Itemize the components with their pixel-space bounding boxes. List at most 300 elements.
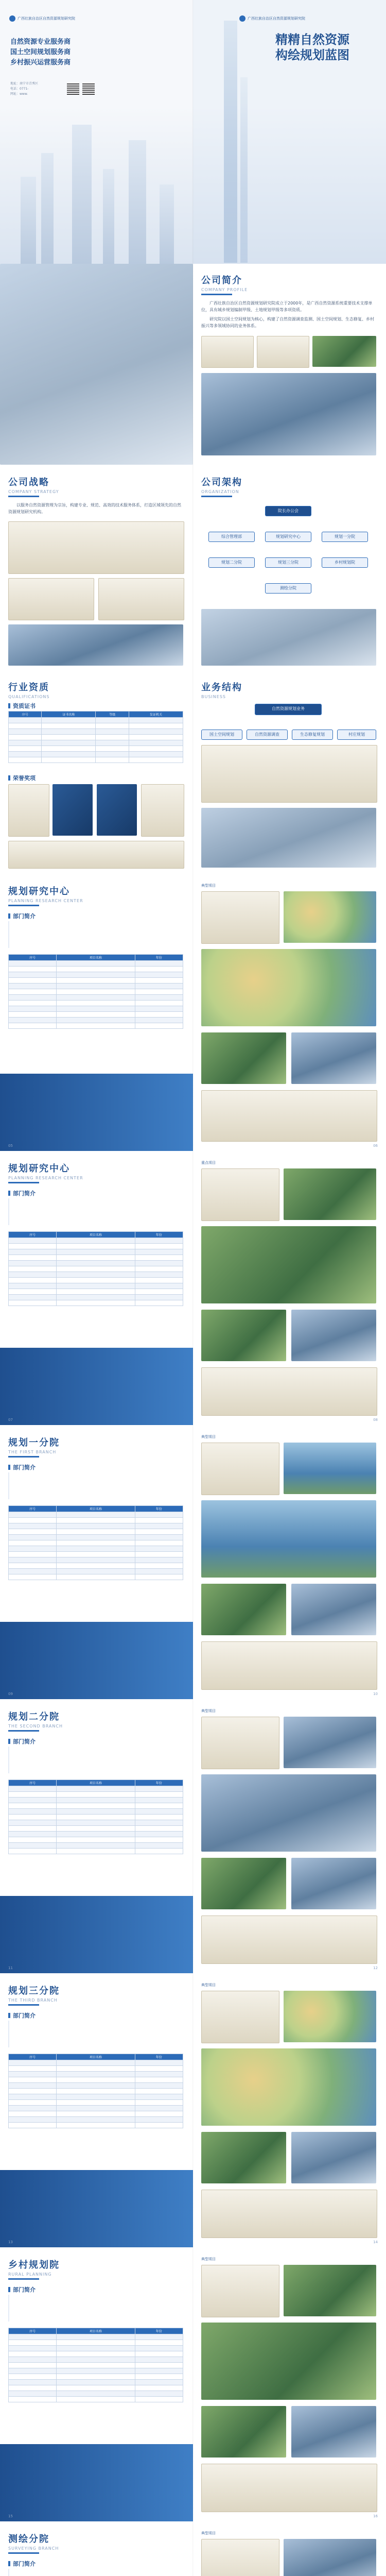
qualification-left <box>0 673 193 874</box>
table-header-cell: 年份 <box>135 1232 183 1238</box>
title-bar <box>8 1456 39 1458</box>
title-bar <box>8 2004 39 2006</box>
project-board <box>201 2464 377 2512</box>
project-board <box>201 1641 377 1690</box>
business-node: 自然资源调查 <box>247 730 288 740</box>
org-node: 综合管理部 <box>208 532 255 542</box>
table-header-cell: 序号 <box>9 1506 57 1512</box>
business-node: 国土空间规划 <box>201 730 242 740</box>
project-document <box>201 891 279 944</box>
contact-line: 地址：南宁市青秀区 <box>10 82 39 86</box>
table-row <box>9 1006 183 1012</box>
table-row <box>9 2100 183 2106</box>
table-row <box>9 2374 183 2380</box>
department-title <box>8 1435 60 1454</box>
department-right <box>193 1699 386 1973</box>
department-subheading: 部门简介 <box>8 2011 36 2020</box>
structure-title-text: 公司架构 <box>201 477 242 488</box>
table-row <box>9 1826 183 1832</box>
project-table <box>8 2328 183 2402</box>
qualification-table <box>8 711 183 763</box>
qualification-title-text: 行业资质 <box>8 682 49 693</box>
project-map <box>201 1774 376 1852</box>
table-row <box>9 1809 183 1815</box>
fold-line <box>192 1151 194 1425</box>
table-row <box>9 735 183 740</box>
honor-strip <box>8 841 184 869</box>
project-caption: 典型项目 <box>201 884 216 888</box>
skyline-bg <box>0 106 193 264</box>
project-document <box>201 1443 279 1495</box>
project-photo <box>291 1310 376 1361</box>
blue-band <box>0 1074 193 1151</box>
department-title-text: 规划二分院 <box>8 1711 60 1722</box>
honor-book <box>52 784 93 836</box>
service-item: 国土空间规划服务商 <box>10 48 71 56</box>
table-header-cell: 序号 <box>9 2054 57 2060</box>
department-title-text: 乡村规划院 <box>8 2260 60 2270</box>
fold-line <box>192 2247 194 2521</box>
blue-band <box>0 1348 193 1425</box>
contact-line: 电话：0771- <box>10 87 29 91</box>
blue-band <box>0 2444 193 2521</box>
table-row <box>9 2380 183 2385</box>
project-photo <box>201 1584 286 1635</box>
table-row <box>9 1849 183 1854</box>
department-right <box>193 874 386 1151</box>
table-row <box>9 995 183 1001</box>
department-subheading: 部门简介 <box>8 1737 36 1745</box>
about-paragraph: 研究院以国土空间规划为核心，构建了自然资源调查监测、国土空间规划、生态修复、乡村振兴等多领域协同的业务体系。 <box>201 317 374 328</box>
table-row <box>9 752 183 757</box>
table-header-cell: 序号 <box>9 711 42 718</box>
table-row <box>9 1798 183 1803</box>
strategy-paragraph: 以服务自然资源管理为宗旨，构建专业、规范、高效的技术服务体系，打造区域领先的自然资源规划研究机构。 <box>8 503 181 514</box>
project-map <box>201 1500 376 1578</box>
services-list <box>10 37 71 68</box>
about-spread <box>0 264 386 465</box>
table-header-cell: 等级 <box>96 711 129 718</box>
page-number: 14 <box>373 2240 378 2244</box>
building-shape <box>21 177 36 264</box>
project-table <box>8 2054 183 2128</box>
department-subtitle: PLANNING RESEARCH CENTER <box>8 899 83 903</box>
department-subheading: 部门简介 <box>8 2285 36 2294</box>
table-row <box>9 1786 183 1792</box>
cover-title-line: 构绘规划蓝图 <box>275 47 349 62</box>
project-photo <box>291 1584 376 1635</box>
table-row <box>9 1300 183 1306</box>
page-number: 11 <box>8 1966 13 1970</box>
strategy-diagram <box>98 578 184 620</box>
strategy-diagram <box>8 578 94 620</box>
table-row <box>9 2066 183 2072</box>
project-photo <box>284 1991 376 2042</box>
project-board <box>201 1916 377 1964</box>
project-document <box>201 2265 279 2317</box>
table-row <box>9 1266 183 1272</box>
about-right <box>193 264 386 465</box>
table-row <box>9 2368 183 2374</box>
page-number: 10 <box>373 1692 378 1696</box>
table-row <box>9 1563 183 1569</box>
table-row <box>9 2060 183 2066</box>
table-header-cell: 序号 <box>9 1780 57 1786</box>
table-header-cell: 年份 <box>135 2328 183 2334</box>
project-photo <box>291 2132 376 2183</box>
table-row <box>9 961 183 967</box>
table-row <box>9 2346 183 2351</box>
department-spread <box>0 2521 386 2576</box>
department-right <box>193 1151 386 1425</box>
fold-line <box>192 874 194 1151</box>
business-photo <box>201 808 376 868</box>
department-left <box>0 2247 193 2521</box>
org-node: 规划二分院 <box>208 557 255 568</box>
blue-band <box>0 1896 193 1973</box>
department-spread <box>0 1425 386 1699</box>
table-row <box>9 1815 183 1820</box>
page-number: 12 <box>373 1966 378 1970</box>
project-board <box>201 2190 377 2238</box>
table-row <box>9 2117 183 2123</box>
table-row <box>9 2385 183 2391</box>
department-right <box>193 2521 386 2576</box>
qualification-title <box>8 680 49 699</box>
table-row <box>9 984 183 989</box>
business-node: 生态修复规划 <box>292 730 333 740</box>
table-row <box>9 2357 183 2363</box>
front-cover <box>193 0 386 264</box>
table-row <box>9 2340 183 2346</box>
table-header-cell: 年份 <box>135 2054 183 2060</box>
table-row <box>9 1295 183 1300</box>
table-row <box>9 2351 183 2357</box>
project-caption: 典型项目 <box>201 1435 216 1439</box>
department-spread <box>0 1699 386 1973</box>
building-shape <box>41 153 54 264</box>
business-diagram <box>201 745 377 803</box>
table-header-cell: 年份 <box>135 1780 183 1786</box>
table-header-row <box>9 1780 183 1786</box>
project-photo <box>284 1717 376 1768</box>
table-row <box>9 967 183 972</box>
table-row <box>9 2077 183 2083</box>
title-bar <box>8 905 39 906</box>
table-header-cell: 序号 <box>9 1232 57 1238</box>
skyline-bg <box>193 106 386 264</box>
department-title-text: 规划研究中心 <box>8 1163 70 1174</box>
strategy-spread <box>0 465 386 673</box>
table-header-cell: 项目名称 <box>57 1232 135 1238</box>
project-photo <box>201 2406 286 2458</box>
table-header-cell: 证书名称 <box>42 711 96 718</box>
company-name: 广西壮族自治区自然资源规划研究院 <box>17 16 75 21</box>
qr-code-icon <box>67 82 79 95</box>
about-left <box>0 264 193 465</box>
honor-certificate <box>141 784 184 837</box>
department-text-block <box>8 1747 184 1773</box>
table-header-cell: 项目名称 <box>57 1780 135 1786</box>
page-number: 07 <box>8 1418 13 1422</box>
table-row <box>9 718 183 723</box>
table-row <box>9 746 183 752</box>
business-subtitle: BUSINESS <box>201 694 226 699</box>
table-row <box>9 1792 183 1798</box>
strategy-subtitle: COMPANY STRATEGY <box>8 489 59 494</box>
department-title-text: 测绘分院 <box>8 2534 49 2545</box>
project-document <box>201 1717 279 1769</box>
building-shape <box>72 125 92 264</box>
fold-line <box>192 465 194 673</box>
project-photo <box>291 1032 376 1084</box>
table-row <box>9 1278 183 1283</box>
table-header-cell: 序号 <box>9 2328 57 2334</box>
strategy-title <box>8 475 59 494</box>
department-left <box>0 2521 193 2576</box>
project-caption: 典型项目 <box>201 2257 216 2261</box>
department-spread <box>0 1151 386 1425</box>
org-node: 规划三分院 <box>265 557 311 568</box>
project-document <box>201 1168 279 1221</box>
table-row <box>9 972 183 978</box>
table-row <box>9 723 183 729</box>
title-bar <box>201 294 232 295</box>
table-row <box>9 1535 183 1540</box>
department-left <box>0 874 193 1151</box>
department-text-block <box>8 1472 184 1499</box>
honor-subheading: 荣誉奖项 <box>8 774 36 782</box>
table-row <box>9 2089 183 2094</box>
department-subtitle: THE FIRST BRANCH <box>8 1450 57 1454</box>
qr-code-icon <box>82 82 95 95</box>
table-row <box>9 1552 183 1557</box>
department-subtitle: THE SECOND BRANCH <box>8 1724 63 1728</box>
department-title <box>8 2532 59 2551</box>
project-caption: 典型项目 <box>201 1709 216 1713</box>
department-text-block <box>8 2021 184 2047</box>
department-subtitle: PLANNING RESEARCH CENTER <box>8 1176 83 1180</box>
table-row <box>9 1289 183 1295</box>
department-subtitle: RURAL PLANNING <box>8 2272 52 2277</box>
department-spread <box>0 2247 386 2521</box>
department-title <box>8 1161 83 1180</box>
fold-line <box>192 264 194 465</box>
project-map <box>201 2048 376 2126</box>
fold-line <box>192 1699 194 1973</box>
strategy-photo <box>8 624 183 666</box>
table-header-cell: 项目名称 <box>57 2328 135 2334</box>
table-row <box>9 1803 183 1809</box>
org-node: 院长办公会 <box>265 506 311 516</box>
table-row <box>9 757 183 763</box>
certificate-image <box>257 336 309 368</box>
contact-line: 网址：www. <box>10 92 28 96</box>
project-photo <box>291 2406 376 2458</box>
table-row <box>9 989 183 995</box>
page-number: 09 <box>8 1692 13 1696</box>
cover-spread <box>0 0 386 264</box>
table-row <box>9 1238 183 1244</box>
page-number: 15 <box>8 2514 13 2518</box>
building-shape <box>160 184 174 264</box>
table-row <box>9 1557 183 1563</box>
strategy-diagram <box>8 521 184 574</box>
table-row <box>9 1249 183 1255</box>
qualification-subheading: 资质证书 <box>8 702 36 710</box>
department-text-block <box>8 2569 184 2576</box>
business-node: 村庄规划 <box>337 730 376 740</box>
title-bar <box>8 2552 39 2554</box>
table-row <box>9 1529 183 1535</box>
table-header-cell: 年份 <box>135 955 183 961</box>
project-map <box>201 1226 376 1303</box>
project-table <box>8 954 183 1029</box>
project-photo <box>284 2539 376 2576</box>
table-row <box>9 2083 183 2089</box>
structure-title <box>201 475 242 494</box>
table-header-row <box>9 955 183 961</box>
project-board <box>201 1090 377 1142</box>
about-text <box>201 300 376 332</box>
department-subheading: 部门简介 <box>8 1189 36 1197</box>
page-number: 16 <box>373 2514 378 2518</box>
department-title <box>8 884 83 903</box>
about-title <box>201 273 248 292</box>
table-row <box>9 1574 183 1580</box>
page-number: 13 <box>8 2240 13 2244</box>
table-row <box>9 729 183 735</box>
project-document <box>201 2539 279 2576</box>
strategy-left <box>0 465 193 673</box>
title-bar <box>8 1182 39 1183</box>
table-header-cell: 年份 <box>135 1506 183 1512</box>
structure-photo <box>201 609 376 666</box>
structure-right <box>193 465 386 673</box>
building-shape <box>129 140 146 264</box>
department-subheading: 部门简介 <box>8 1463 36 1471</box>
project-caption: 典型项目 <box>201 1983 216 1987</box>
department-subheading: 部门简介 <box>8 2560 36 2568</box>
table-row <box>9 978 183 984</box>
fold-line <box>192 1973 194 2247</box>
fold-line <box>192 0 194 264</box>
department-subheading: 部门简介 <box>8 912 36 920</box>
qualification-spread <box>0 673 386 874</box>
department-title <box>8 1709 63 1728</box>
table-row <box>9 1837 183 1843</box>
business-root-node: 自然资源规划业务 <box>255 704 322 715</box>
department-text-block <box>8 921 184 948</box>
about-subtitle: COMPANY PROFILE <box>201 287 248 292</box>
department-left <box>0 1973 193 2247</box>
about-paragraph: 广西壮族自治区自然资源规划研究院成立于2000年，是广西自然资源系统重要技术支撑单位，具有城乡规划编制甲级、土地规划甲级等多项资质。 <box>201 301 373 312</box>
department-right <box>193 1425 386 1699</box>
project-photo <box>312 336 376 367</box>
contact-block <box>10 81 38 97</box>
table-row <box>9 1512 183 1518</box>
qualification-subtitle: QUALIFICATIONS <box>8 694 50 699</box>
department-subtitle: SURVEYING BRANCH <box>8 2546 59 2551</box>
department-right <box>193 2247 386 2521</box>
project-photo <box>201 2132 286 2183</box>
certificate-image <box>201 336 254 368</box>
page-number: 08 <box>373 1418 378 1422</box>
project-caption: 典型项目 <box>201 2531 216 2535</box>
table-row <box>9 1012 183 1018</box>
project-map <box>201 2323 376 2400</box>
table-row <box>9 1546 183 1552</box>
table-row <box>9 1018 183 1023</box>
department-title-text: 规划三分院 <box>8 1986 60 1996</box>
front-cover-logo <box>239 15 305 22</box>
service-item: 乡村振兴运营服务商 <box>10 59 71 66</box>
title-bar <box>8 2278 39 2280</box>
table-row <box>9 1001 183 1006</box>
title-bar <box>8 496 39 497</box>
table-header-row <box>9 711 183 718</box>
company-name: 广西壮族自治区自然资源规划研究院 <box>248 16 305 21</box>
table-row <box>9 1523 183 1529</box>
table-row <box>9 1272 183 1278</box>
table-row <box>9 2363 183 2368</box>
table-row <box>9 2334 183 2340</box>
department-text-block <box>8 2295 184 2321</box>
about-title-text: 公司简介 <box>201 275 242 286</box>
fold-line <box>192 2521 194 2576</box>
table-row <box>9 1023 183 1029</box>
service-item: 自然资源专业服务商 <box>10 38 71 46</box>
table-row <box>9 1283 183 1289</box>
table-row <box>9 1843 183 1849</box>
department-spread <box>0 1973 386 2247</box>
blue-band <box>0 1622 193 1699</box>
project-table <box>8 1505 183 1580</box>
table-row <box>9 1518 183 1523</box>
project-photo <box>284 891 376 943</box>
project-table <box>8 1780 183 1854</box>
project-photo <box>201 1032 286 1084</box>
project-photo <box>284 2265 376 2316</box>
department-left <box>0 1151 193 1425</box>
department-title <box>8 1984 60 2003</box>
table-row <box>9 2106 183 2111</box>
table-row <box>9 2391 183 2397</box>
department-left <box>0 1699 193 1973</box>
cover-title-line: 精精自然资源 <box>275 32 349 47</box>
department-spread <box>0 874 386 1151</box>
title-bar <box>201 496 232 497</box>
table-header-row <box>9 1232 183 1238</box>
company-logo-icon <box>9 15 15 22</box>
department-text-block <box>8 1198 184 1225</box>
structure-subtitle: ORGANIZATION <box>201 489 239 494</box>
cover-title <box>275 32 349 63</box>
office-photo <box>201 373 376 455</box>
blue-band <box>0 2170 193 2247</box>
strategy-title-text: 公司战略 <box>8 477 49 488</box>
department-right <box>193 1973 386 2247</box>
strategy-text <box>8 502 183 518</box>
project-caption: 重点项目 <box>201 1161 216 1165</box>
project-photo <box>201 1858 286 1909</box>
company-logo-icon <box>239 15 245 22</box>
org-node: 测绘分院 <box>265 583 311 594</box>
project-map <box>201 949 376 1026</box>
department-title-text: 规划研究中心 <box>8 886 70 897</box>
back-cover <box>0 0 193 264</box>
table-row <box>9 1255 183 1261</box>
